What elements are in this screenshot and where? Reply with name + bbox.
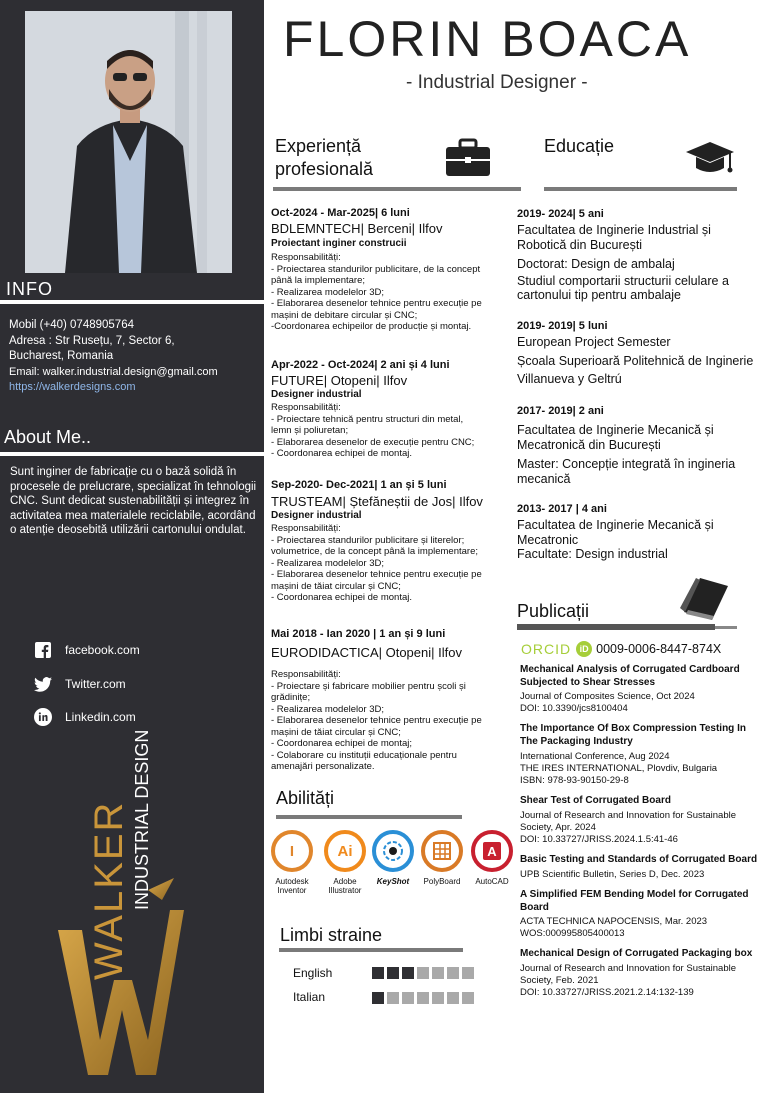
education-line: Robotică din București (517, 237, 643, 252)
publication-title: Board (520, 901, 549, 913)
publication-title: The Packaging Industry (520, 735, 633, 747)
education-entry-2 (517, 320, 762, 387)
about-divider (0, 452, 264, 456)
inventor-icon: I (271, 830, 313, 872)
job-date: Apr-2022 - Oct-2024| 2 ani și 4 luni (271, 359, 450, 371)
job-line: mașini de tăiat circular și CNC; (271, 580, 401, 592)
publication-line: DOI: 10.3390/jcs8100404 (520, 703, 628, 714)
about-text: Sunt inginer de fabricație cu o bază solidă în procesele de prelucrare, specializat în tehnologii CNC. Sunt dedicat sustenabilității și integrez în activitatea mea materialele reciclabile, acordând o atenție deosebită utilizării cartonului ondulat. (10, 466, 257, 536)
languages-divider (279, 948, 463, 952)
language-level-english (372, 966, 477, 984)
job-line: - Proiectarea standurilor publicitare, de la concept (271, 263, 481, 275)
education-line: Facultatea de Inginerie Industrial și (517, 223, 711, 237)
publication-item (520, 723, 765, 787)
skill-keyshot (370, 830, 416, 886)
publication-title: Shear Test of Corrugated Board (520, 795, 671, 806)
orcid-icon: iD (576, 641, 592, 657)
job-line: amenajări personalizate. (271, 761, 375, 772)
education-line: Villanueva y Geltrú (517, 372, 622, 386)
job-line: Responsabilități: (271, 252, 341, 263)
job-line: - Realizarea modelelor 3D; (271, 703, 384, 715)
job-line: - Proiectare tehnică pentru structuri din metal, (271, 413, 464, 425)
publication-list (520, 664, 765, 999)
publication-title: Mechanical Design of Corrugated Packaging box (520, 948, 753, 959)
job-body (271, 252, 511, 333)
twitter-icon (34, 675, 52, 693)
job-line: -Coordonarea echipeilor de producție și montaj. (271, 321, 472, 332)
website-link[interactable]: https://walkerdesigns.com (9, 381, 136, 393)
graduation-cap-icon (684, 138, 736, 183)
publication-item (520, 795, 765, 846)
job-entry-2 (271, 359, 511, 460)
job-line: grădinițe; (271, 692, 311, 703)
level-dot-empty (462, 992, 474, 1004)
job-role: Designer industrial (271, 389, 362, 400)
job-entry-3 (271, 479, 516, 604)
publication-line: International Conference, Aug 2024 (520, 751, 670, 762)
publications-heading: Publicații (517, 601, 590, 621)
job-date: Oct-2024 - Mar-2025| 6 luni (271, 207, 410, 219)
profile-photo (25, 11, 232, 273)
job-company: EURODIDACTICA| Otopeni| Ilfov (271, 645, 462, 660)
education-divider (544, 187, 737, 191)
job-line: Responsabilități: (271, 402, 341, 413)
publication-line: Society, Feb. 2021 (520, 974, 599, 986)
walker-word: WALKER (87, 800, 131, 980)
job-line: - Coordonarea echipei de montaj; (271, 738, 413, 749)
walker-sub (132, 680, 154, 910)
publication-title: The Importance Of Box Compression Testing In (520, 723, 746, 734)
job-title: - Industrial Designer - (406, 72, 588, 93)
skill-label: Autodesk Inventor (275, 877, 309, 895)
skills-heading: Abilități (276, 788, 335, 808)
level-dot-filled (387, 967, 399, 979)
education-entry-4 (517, 503, 762, 562)
skill-inventor (269, 830, 315, 895)
job-line: - Proiectarea standurilor publicitare și literelor; (271, 534, 465, 546)
publication-line: DOI: 10.33727/JRISS.2021.2.14:132-139 (520, 986, 694, 998)
contact-city: Bucharest, Romania (9, 350, 114, 362)
job-line: - Proiectare și fabricare mobilier pentru școli și (271, 680, 466, 692)
book-icon (678, 572, 736, 627)
about-heading: About Me.. (4, 427, 92, 447)
job-entry-4 (271, 628, 511, 773)
education-line: Mecatronic (517, 532, 579, 547)
education-line: Facultatea de Inginerie Mecanică și (517, 423, 714, 437)
level-dot-empty (402, 992, 414, 1004)
level-dot-empty (462, 967, 474, 979)
publication-line: Journal of Research and Innovation for Sustainable (520, 962, 736, 974)
education-line: Doctorat: Design de ambalaj (517, 257, 675, 271)
skill-illustrator (322, 830, 368, 895)
job-line: - Realizarea modelelor 3D; (271, 557, 384, 569)
twitter-label: Twitter.com (65, 677, 126, 691)
job-line: - Elaborarea desenelor tehnice pentru execuție pe (271, 569, 482, 580)
social-linkedin[interactable] (34, 708, 136, 726)
job-company: TRUSTEAM| Ștefăneștii de Jos| Ilfov (271, 494, 483, 509)
publication-line: Journal of Research and Innovation for Sustainable (520, 809, 736, 821)
education-line: cartonului tip pentru ambalaje (517, 288, 681, 302)
job-line: - Elaborarea desenelor tehnice pentru execuție pe (271, 298, 482, 309)
job-date: Mai 2018 - Ian 2020 | 1 an și 9 luni (271, 628, 446, 640)
level-dot-empty (447, 992, 459, 1004)
facebook-label: facebook.com (65, 643, 140, 657)
autocad-icon (471, 830, 513, 872)
level-dot-filled (372, 967, 384, 979)
svg-text:A: A (487, 844, 497, 859)
education-line: Studiul comportarii structurii celulare a (517, 273, 729, 288)
job-line: - Elaborarea desenelor de execuție pentru CNC; (271, 436, 475, 448)
job-line: mașini de debitare circular și CNC; (271, 309, 418, 321)
job-line: - Colaborare cu instituții educaționale pentru (271, 749, 457, 761)
job-line: - Elaborarea desenelor tehnice pentru execuție pe (271, 715, 482, 726)
publication-line: ACTA TECHNICA NAPOCENSIS, Mar. 2023 (520, 916, 708, 927)
contact-address: Adresa : Str Rusețu, 7, Sector 6, (9, 335, 175, 347)
education-line: mecanică (517, 471, 571, 486)
job-line: - Coordonarea echipei de montaj. (271, 592, 413, 603)
education-date: 2017- 2019| 2 ani (517, 405, 604, 417)
education-date: 2019- 2019| 5 luni (517, 320, 608, 332)
education-line: Facultate: Design industrial (517, 547, 668, 561)
experience-heading-line1: Experiență (275, 136, 362, 156)
orcid-label: ORCID (521, 641, 572, 657)
sidebar (0, 0, 264, 1093)
level-dot-empty (387, 992, 399, 1004)
publication-item (520, 664, 765, 715)
level-dot-empty (417, 967, 429, 979)
education-heading: Educație (544, 136, 615, 156)
contact-block (9, 318, 259, 395)
skill-label: PolyBoard (423, 877, 461, 886)
education-line: European Project Semester (517, 335, 671, 349)
education-line: Mecatronică din București (517, 437, 661, 452)
job-line: - Realizarea modelelor 3D; (271, 286, 384, 298)
language-italian: Italian (293, 990, 326, 1004)
job-entry-1 (271, 207, 511, 333)
job-line: mașini de tăiat circular și CNC; (271, 726, 401, 738)
job-line: Responsabilități: (271, 523, 341, 534)
publication-item (520, 889, 765, 940)
job-line: până la implementare; (271, 275, 365, 286)
social-facebook[interactable] (34, 641, 140, 659)
publications-divider-tail (715, 626, 737, 629)
publication-title: Subjected to Shear Stresses (520, 676, 656, 688)
language-level-italian (372, 991, 477, 1009)
walker-subtitle: INDUSTRIAL DESIGN (132, 729, 152, 910)
job-line: volumetrice, de la concept până la implementare; (271, 546, 479, 557)
full-name: FLORIN BOACA (283, 11, 692, 67)
level-dot-filled (372, 992, 384, 1004)
level-dot-empty (417, 992, 429, 1004)
education-date: 2013- 2017 | 4 ani (517, 503, 607, 515)
education-entry-3 (517, 405, 762, 486)
publication-line: THE IRES INTERNATIONAL, Plovdiv, Bulgaria (520, 763, 718, 774)
contact-email[interactable]: Email: walker.industrial.design@gmail.com (9, 366, 218, 378)
skill-polyboard (419, 830, 465, 886)
languages-heading: Limbi straine (280, 925, 383, 945)
job-body (271, 669, 511, 773)
publication-line: DOI: 10.33727/JRISS.2024.1.5:41-46 (520, 833, 678, 845)
publication-item (520, 854, 765, 882)
skill-label: Adobe Illustrator (328, 877, 362, 895)
publication-item (520, 948, 765, 999)
keyshot-icon (372, 830, 414, 872)
skill-autocad (469, 830, 515, 886)
skill-label: KeyShot (376, 877, 410, 886)
briefcase-icon (444, 138, 492, 183)
polyboard-icon (421, 830, 463, 872)
orcid-id: 0009-0006-8447-874X (596, 642, 722, 656)
publication-title: A Simplified FEM Bending Model for Corrugated (520, 889, 749, 900)
job-line: Responsabilități: (271, 669, 341, 680)
publication-line: Journal of Composites Science, Oct 2024 (520, 691, 695, 702)
level-dot-empty (432, 967, 444, 979)
education-line: Master: Concepție integrată în ingineria (517, 457, 736, 471)
linkedin-label: Linkedin.com (65, 710, 136, 724)
job-role: Proiectant inginer construcii (271, 238, 407, 249)
linkedin-icon (34, 708, 52, 726)
education-entry-1 (517, 208, 757, 303)
job-line: lemn și poliuretan; (271, 425, 349, 436)
publication-line: WOS:000995805400013 (520, 928, 625, 939)
experience-heading (275, 135, 373, 181)
publication-line: Society, Apr. 2024 (520, 821, 596, 833)
job-body (271, 402, 511, 460)
publication-line: ISBN: 978-93-90150-29-8 (520, 775, 629, 786)
walker-wordmark (88, 760, 138, 980)
job-body (271, 523, 516, 604)
skill-label: AutoCAD (475, 877, 509, 886)
education-date: 2019- 2024| 5 ani (517, 208, 604, 220)
info-divider (0, 300, 264, 304)
job-company: FUTURE| Otopeni| Ilfov (271, 373, 408, 388)
experience-heading-line2: profesională (275, 159, 374, 179)
education-line: Școala Superioară Politehnică de Inginerie (517, 353, 754, 368)
job-line: - Coordonarea echipei de montaj. (271, 448, 413, 459)
info-heading: INFO (6, 279, 53, 299)
publications-divider (517, 624, 715, 630)
publication-line: UPB Scientific Bulletin, Series D, Dec. 2023 (520, 869, 705, 880)
education-line: Facultatea de Inginerie Mecanică și (517, 518, 714, 532)
facebook-icon (34, 641, 52, 659)
orcid-row[interactable] (521, 641, 721, 657)
job-role: Designer industrial (271, 510, 362, 521)
experience-divider (273, 187, 521, 191)
job-company: BDLEMNTECH| Berceni| Ilfov (271, 221, 443, 236)
publication-title: Basic Testing and Standards of Corrugated Board (520, 853, 758, 865)
level-dot-empty (447, 967, 459, 979)
level-dot-filled (402, 967, 414, 979)
social-twitter[interactable] (34, 675, 126, 693)
illustrator-icon: Ai (324, 830, 366, 872)
level-dot-empty (432, 992, 444, 1004)
job-date: Sep-2020- Dec-2021| 1 an și 5 luni (271, 479, 447, 491)
skills-divider (276, 815, 462, 819)
language-english: English (293, 966, 333, 980)
publication-title: Mechanical Analysis of Corrugated Cardboard (520, 664, 740, 675)
contact-phone: Mobil (+40) 0748905764 (9, 319, 134, 331)
